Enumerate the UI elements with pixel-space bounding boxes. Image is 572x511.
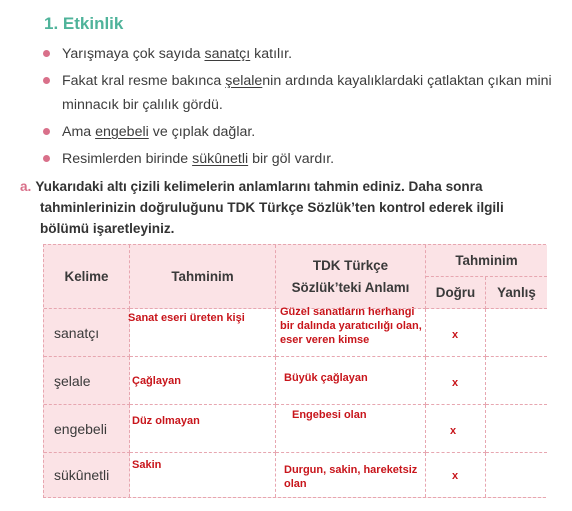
header-tahminim-group: Tahminim [426, 245, 547, 277]
bullet-dot-icon [43, 77, 50, 84]
underlined-word: şelale [225, 73, 263, 89]
yanlis-cell[interactable] [486, 309, 547, 357]
table-row-word: sanatçı [44, 309, 130, 357]
header-kelime: Kelime [44, 245, 130, 309]
handwritten-meaning: Büyük çağlayan [284, 372, 368, 384]
list-item: Fakat kral resme bakınca şelalenin ardında kayalıklardaki çatlaktan çıkan mini minnacık bir çalılık gördü. [40, 69, 560, 117]
bullet-dot-icon [43, 128, 50, 135]
header-tahminim: Tahminim [130, 245, 276, 309]
handwritten-mark: x [452, 377, 459, 389]
yanlis-cell[interactable] [486, 405, 547, 453]
activity-title: 1. Etkinlik [44, 14, 124, 33]
handwritten-meaning: Güzel sanatların herhangi bir dalında yaratıcılığı olan, eser veren kimse [280, 306, 422, 346]
underlined-word: sanatçı [204, 46, 251, 62]
word-meaning-table [43, 244, 546, 498]
handwritten-mark: x [452, 470, 459, 482]
header-yanlis: Yanlış [486, 277, 547, 309]
handwritten-guess: Sakin [132, 459, 162, 471]
table-row-word: şelale [44, 357, 130, 405]
handwritten-guess: Çağlayan [132, 375, 181, 387]
bullet-dot-icon [43, 155, 50, 162]
handwritten-mark: x [450, 425, 457, 437]
list-item: Yarışmaya çok sayıda sanatçı katılır. [40, 42, 560, 66]
yanlis-cell[interactable] [486, 453, 547, 497]
table-row-word: sükûnetli [44, 453, 130, 497]
handwritten-guess: Sanat eseri üreten kişi [128, 312, 245, 324]
handwritten-mark: x [452, 329, 459, 341]
handwritten-guess: Düz olmayan [132, 415, 200, 427]
list-item: Ama engebeli ve çıplak dağlar. [40, 120, 560, 144]
underlined-word: sükûnetli [192, 151, 249, 167]
task-instruction: a. Yukarıdaki altı çizili kelimelerin anlamlarını tahmin ediniz. Daha sonra tahminlerinizin doğruluğunu TDK Türkçe Sözlük’ten kontrol ederek ilgili bölümü işaretleyiniz. [20, 179, 504, 236]
handwritten-meaning: Engebesi olan [292, 409, 367, 421]
handwritten-meaning: Durgun, sakin, hareketsiz olan [284, 464, 418, 490]
underlined-word: engebeli [95, 124, 149, 140]
task-marker: a. [20, 179, 32, 194]
table-row-word: engebeli [44, 405, 130, 453]
guess-cell[interactable] [130, 405, 276, 453]
list-item: Resimlerden birinde sükûnetli bir göl vardır. [40, 147, 560, 171]
header-dogru: Doğru [426, 277, 486, 309]
bullet-dot-icon [43, 50, 50, 57]
sentence-list [40, 42, 560, 174]
header-tdk-meaning: TDK Türkçe Sözlük’teki Anlamı [276, 245, 426, 309]
yanlis-cell[interactable] [486, 357, 547, 405]
